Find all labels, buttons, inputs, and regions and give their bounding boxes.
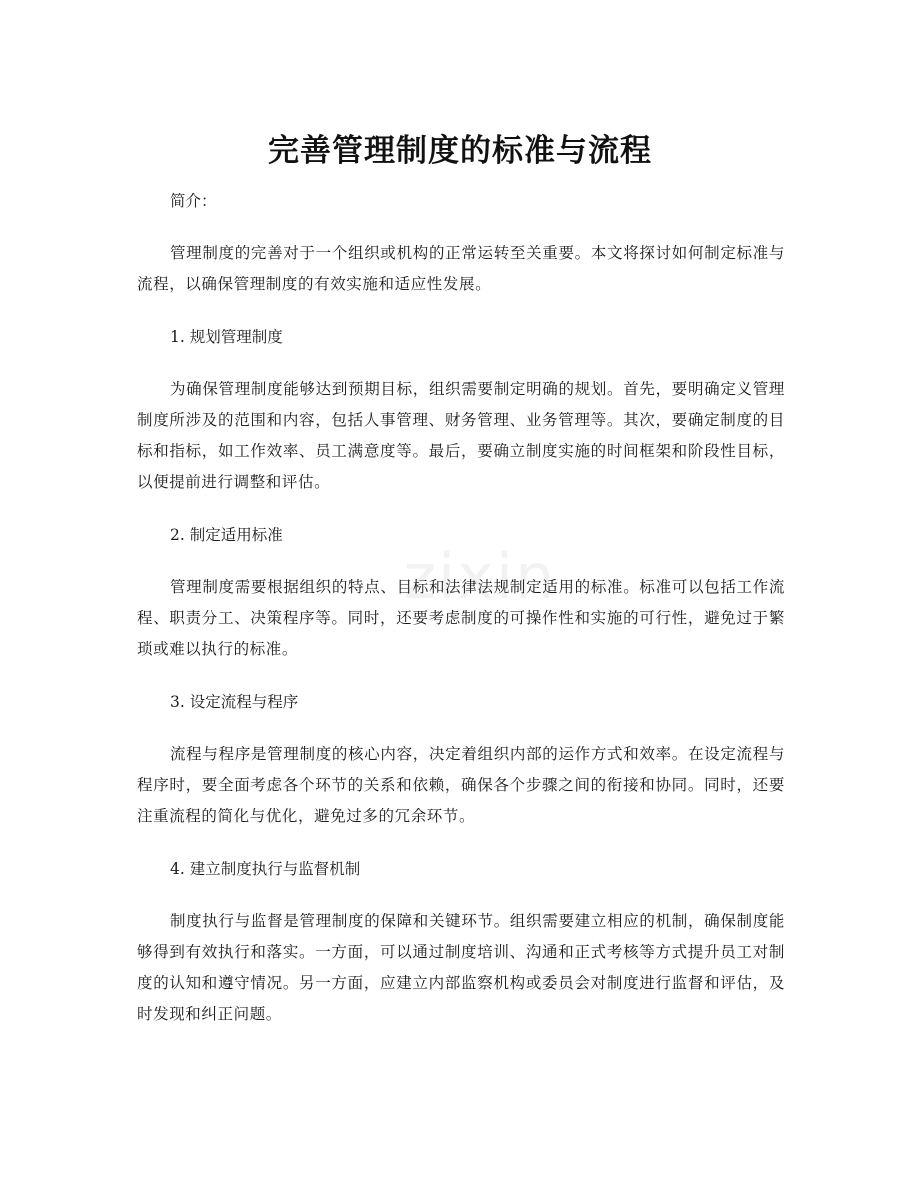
section-heading-4: 4. 建立制度执行与监督机制 bbox=[170, 860, 361, 878]
document-title: 完善管理制度的标准与流程 bbox=[268, 132, 652, 169]
section-paragraph-1: 为确保管理制度能够达到预期目标，组织需要制定明确的规划。首先，要明确定义管理制度所涉及的范围和内容，包括人事管理、财务管理、业务管理等。其次，要确定制度的目标和指标，如工作效率、员工满意度等。最后，要确立制度实施的时间框架和阶段性目标，以便提前进行调整和评估。 bbox=[137, 380, 785, 491]
intro-paragraph: 管理制度的完善对于一个组织或机构的正常运转至关重要。本文将探讨如何制定标准与流程，以确保管理制度的有效实施和适应性发展。 bbox=[137, 244, 785, 293]
section-paragraph-2: 管理制度需要根据组织的特点、目标和法律法规制定适用的标准。标准可以包括工作流程、职责分工、决策程序等。同时，还要考虑制度的可操作性和实施的可行性，避免过于繁琐或难以执行的标准。 bbox=[137, 578, 785, 658]
section-heading-3: 3. 设定流程与程序 bbox=[170, 693, 299, 711]
section-heading-1: 1. 规划管理制度 bbox=[170, 328, 283, 346]
intro-label: 简介： bbox=[170, 192, 217, 210]
document-body bbox=[137, 186, 785, 1030]
section-paragraph-4: 制度执行与监督是管理制度的保障和关键环节。组织需要建立相应的机制，确保制度能够得到有效执行和落实。一方面，可以通过制度培训、沟通和正式考核等方式提升员工对制度的认知和遵守情况。另一方面，应建立内部监察机构或委员会对制度进行监督和评估，及时发现和纠正问题。 bbox=[137, 912, 785, 1023]
watermark: zixin bbox=[403, 540, 557, 613]
section-paragraph-3: 流程与程序是管理制度的核心内容，决定着组织内部的运作方式和效率。在设定流程与程序时，要全面考虑各个环节的关系和依赖，确保各个步骤之间的衔接和协同。同时，还要注重流程的简化与优化，避免过多的冗余环节。 bbox=[137, 745, 785, 825]
section-heading-2: 2. 制定适用标准 bbox=[170, 526, 283, 544]
